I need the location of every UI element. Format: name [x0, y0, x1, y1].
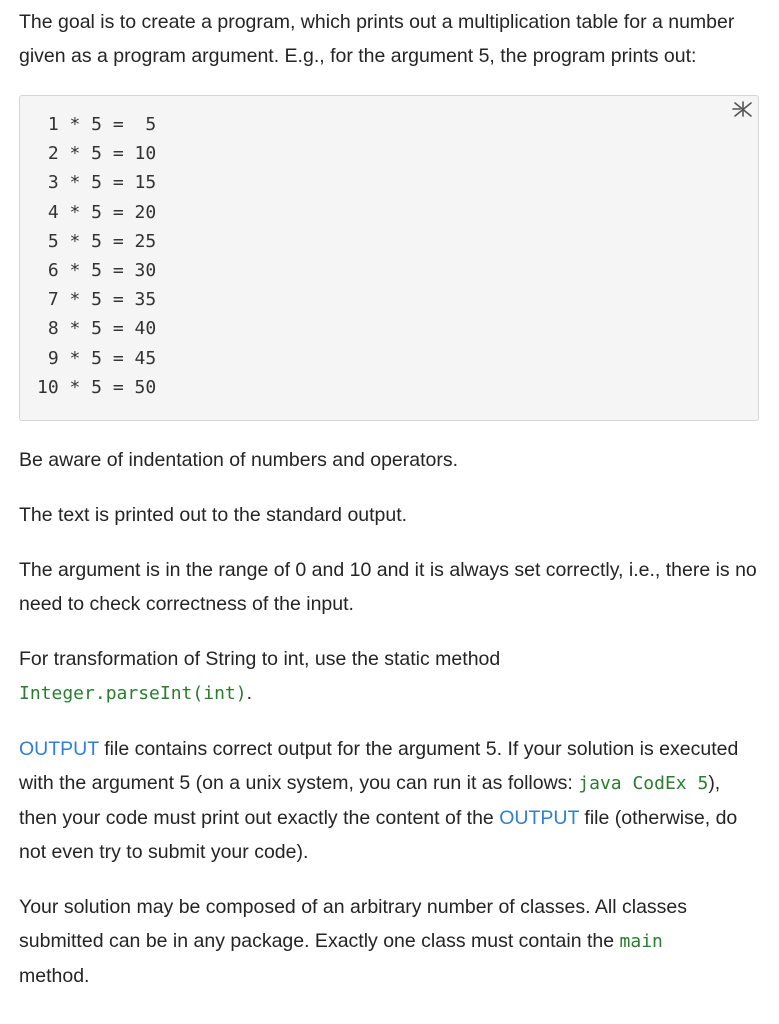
document-content [19, 5, 759, 1014]
stdout-paragraph: The text is printed out to the standard output. [19, 504, 408, 526]
intro-paragraph: The goal is to create a program, which prints out a multiplication table for a number given as a program argument. E.g., for the argument 5, the program prints out: [19, 11, 735, 67]
output-paragraph [19, 732, 759, 869]
output-link[interactable]: OUTPUT [19, 738, 99, 760]
copy-icon[interactable] [728, 96, 758, 122]
code-output[interactable]: 1 * 5 = 5 2 * 5 = 10 3 * 5 = 15 4 * 5 = 20 5 * 5 = 25 6 * 5 = 30 7 * 5 = 35 8 * 5 = 40 9 * 5 = 45 10 * 5 = 50 [37, 114, 157, 398]
classes-paragraph [19, 890, 759, 993]
classes-end: method. [19, 965, 90, 987]
indentation-paragraph: Be aware of indentation of numbers and operators. [19, 449, 459, 471]
output-file-link[interactable]: OUTPUT [499, 807, 580, 829]
transform-paragraph [19, 642, 759, 711]
parseint-code: Integer.parseInt(int) [19, 683, 247, 704]
output-text-3: file (otherwise, do not even try to submit your code). [19, 807, 738, 863]
transform-text: For transformation of String to int, use the static method [19, 648, 501, 670]
main-code: main [619, 931, 663, 952]
transform-end: . [246, 682, 252, 704]
output-text-2: ), then your code must print out exactly the content of the [19, 772, 721, 829]
run-command-code: java CodEx 5 [578, 773, 709, 794]
code-block [19, 95, 759, 421]
classes-text: Your solution may be composed of an arbitrary number of classes. All classes submitted can be in any package. Exactly one class must contain the [19, 896, 688, 952]
output-text-1: file contains correct output for the argument 5. If your solution is executed with the argument 5 (on a unix system, you can run it as follows: [19, 738, 739, 794]
range-paragraph: The argument is in the range of 0 and 10 and it is always set correctly, i.e., there is no need to check correctness of the input. [19, 559, 757, 615]
